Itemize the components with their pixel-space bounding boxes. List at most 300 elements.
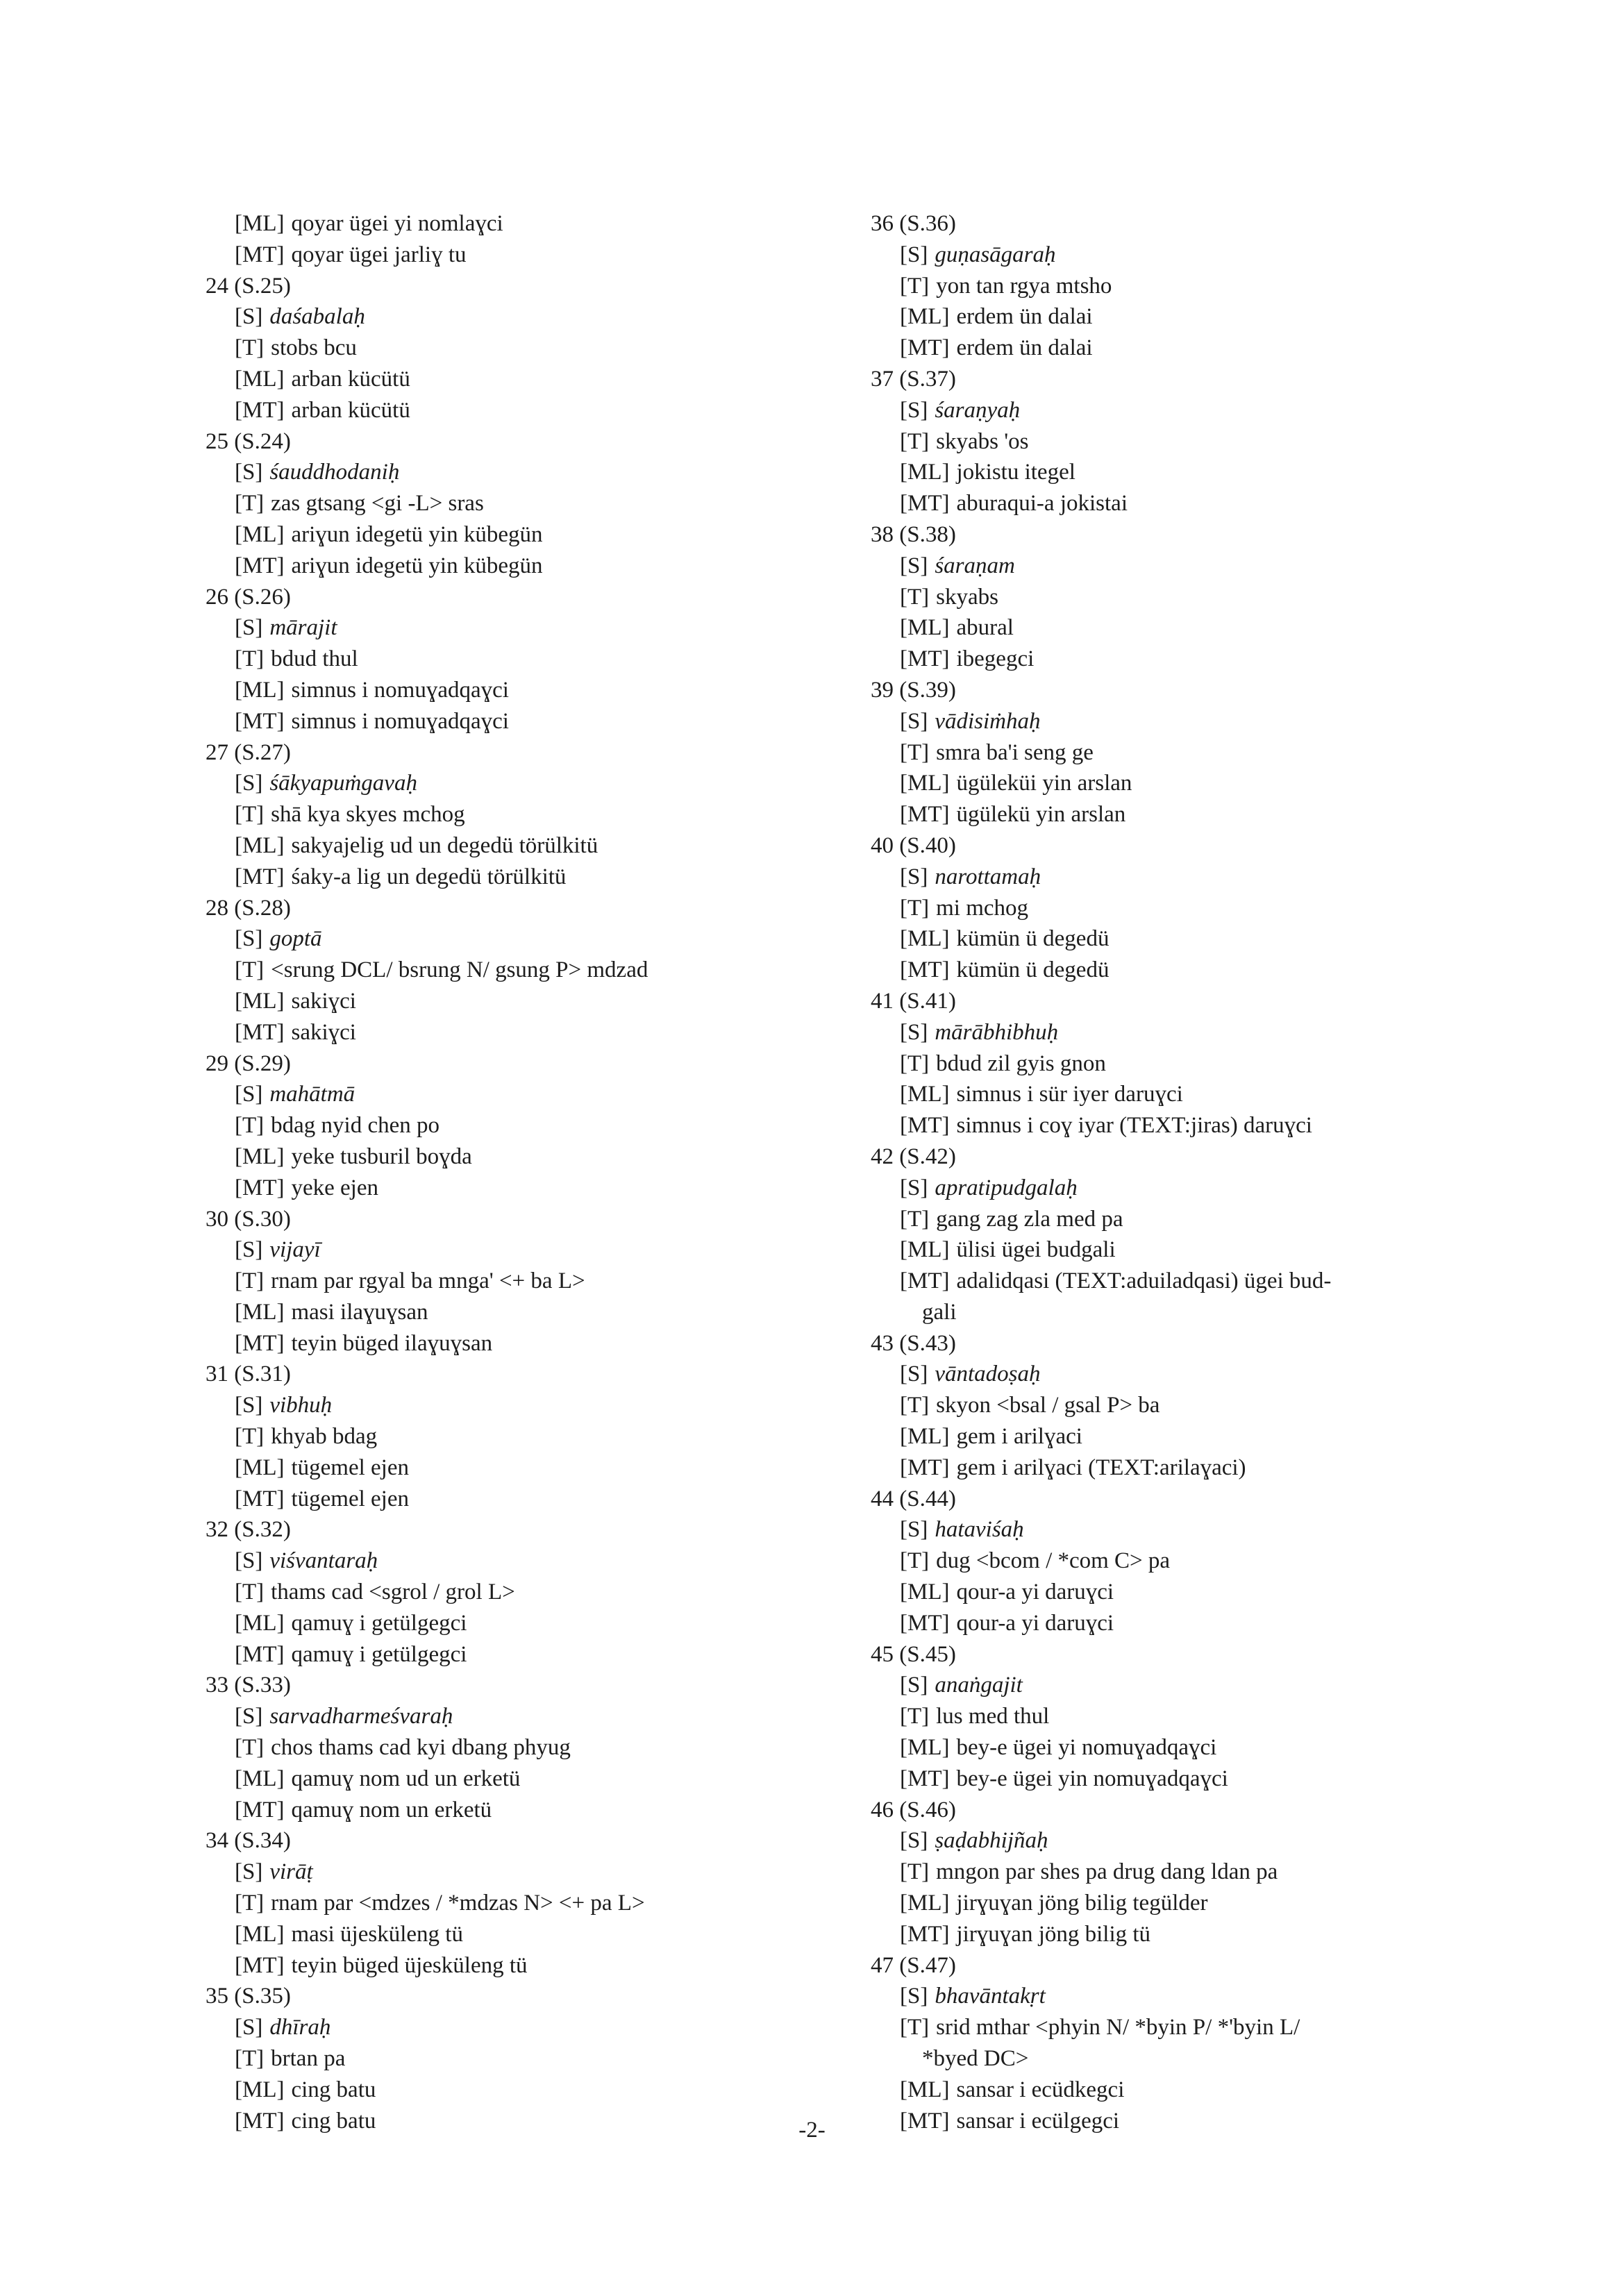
entry-text: brtan pa	[271, 2046, 346, 2072]
language-tag: [S]	[900, 1984, 928, 2009]
entry-text: cing batu	[291, 2077, 376, 2102]
entry-text: sansar i ecülgegci	[956, 2108, 1120, 2134]
entry-text: bey-e ügei yin nomuɣadqaɣci	[956, 1766, 1228, 1791]
sanskrit-term: guṇasāgaraḥ	[935, 242, 1056, 267]
language-tag: [T]	[900, 1859, 930, 1885]
entry-text: simnus i sür iyer daruɣci	[956, 1082, 1183, 1107]
language-tag: [MT]	[235, 1330, 285, 1356]
entry-text: qour-a yi daruɣci	[956, 1610, 1114, 1636]
language-tag: [MT]	[900, 491, 950, 517]
language-tag: [S]	[235, 926, 263, 952]
language-tag: [ML]	[900, 615, 950, 641]
language-tag: [S]	[900, 1019, 928, 1045]
entry-number: 38 (S.38)	[871, 521, 956, 547]
language-tag: [ML]	[900, 460, 950, 485]
language-tag: [S]	[235, 304, 263, 330]
entry-text: masi ilaɣuɣsan	[291, 1299, 428, 1325]
language-tag: [ML]	[235, 1143, 285, 1169]
language-tag: [T]	[235, 491, 265, 517]
language-tag: [MT]	[900, 2108, 950, 2134]
language-tag: [ML]	[900, 1237, 950, 1263]
language-tag: [MT]	[900, 1921, 950, 1947]
entry-text: cing batu	[291, 2108, 376, 2134]
entry-text: qamuɣ nom un erketü	[291, 1797, 492, 1822]
ml-line	[871, 612, 1537, 644]
sanskrit-term: daśabalaḥ	[269, 304, 365, 330]
language-tag: [S]	[900, 1175, 928, 1200]
entry-text: qamuɣ nom ud un erketü	[291, 1766, 521, 1791]
entry-text: erdem ün dalai	[956, 304, 1093, 330]
language-tag: [S]	[900, 553, 928, 578]
entry-number: 45 (S.45)	[871, 1641, 956, 1667]
entry-text: sansar i ecüdkegci	[956, 2077, 1125, 2102]
s-line	[206, 2012, 830, 2043]
language-tag: [S]	[235, 771, 263, 796]
entry-text: khyab bdag	[271, 1424, 378, 1450]
language-tag: [T]	[235, 957, 265, 983]
language-tag: [S]	[235, 460, 263, 485]
entry-text: tügemel ejen	[291, 1486, 409, 1511]
language-tag: [S]	[900, 1828, 928, 1854]
mt-line	[871, 799, 1537, 830]
language-tag: [ML]	[235, 1299, 285, 1325]
sanskrit-term: bhavāntakṛt	[935, 1984, 1046, 2009]
language-tag: [T]	[900, 1206, 930, 1232]
sanskrit-term: hataviśaḥ	[935, 1517, 1024, 1543]
mt-line	[871, 1763, 1537, 1795]
language-tag: [S]	[235, 1393, 263, 1418]
t-line	[871, 1857, 1537, 1888]
language-tag: [ML]	[235, 1455, 285, 1480]
entry-text: adalidqasi (TEXT:aduiladqasi) ügei bud-	[956, 1268, 1332, 1294]
sanskrit-term: ṣaḍabhijñaḥ	[935, 1828, 1048, 1854]
language-tag: [ML]	[900, 771, 950, 796]
language-tag: [T]	[900, 1050, 930, 1076]
language-tag: [T]	[900, 1548, 930, 1574]
entry-text: yeke ejen	[291, 1175, 378, 1200]
ml-line	[206, 519, 830, 551]
t-line	[206, 1888, 830, 1919]
sanskrit-term: apratipudgalaḥ	[935, 1175, 1078, 1200]
s-line	[871, 862, 1537, 893]
mt-line	[206, 1484, 830, 1515]
language-tag: [ML]	[900, 1579, 950, 1605]
entry-number: 26 (S.26)	[206, 584, 291, 610]
s-line	[871, 706, 1537, 737]
ml-line	[206, 986, 830, 1017]
entry-number: 43 (S.43)	[871, 1330, 956, 1356]
mt-line	[871, 333, 1537, 364]
language-tag: [T]	[900, 584, 930, 610]
language-tag: [ML]	[235, 211, 285, 236]
mt-line	[871, 1919, 1537, 1950]
language-tag: [ML]	[235, 366, 285, 392]
entry-text: zas gtsang <gi -L> sras	[271, 491, 484, 517]
entry-number: 30 (S.30)	[206, 1206, 291, 1232]
entry-text: sakyajelig ud un degedü törülkitü	[291, 832, 598, 858]
entry-text: jirɣuɣan jöng bilig tü	[956, 1921, 1151, 1947]
language-tag: [MT]	[900, 1268, 950, 1294]
entry-text: arban kücütü	[291, 397, 410, 423]
entry-text: qoyar ügei jarliɣ tu	[291, 242, 467, 267]
language-tag: [S]	[900, 708, 928, 734]
entry-text: <srung DCL/ bsrung N/ gsung P> mdzad	[271, 957, 648, 983]
s-line	[871, 1670, 1537, 1701]
t-line	[871, 1701, 1537, 1732]
language-tag: [T]	[235, 646, 265, 672]
entry-text: rnam par <mdzes / *mdzas N> <+ pa L>	[271, 1891, 645, 1916]
t-line	[206, 955, 830, 986]
language-tag: [ML]	[900, 1082, 950, 1107]
language-tag: [MT]	[235, 1952, 285, 1978]
entry-number: 29 (S.29)	[206, 1050, 291, 1076]
language-tag: [ML]	[900, 1891, 950, 1916]
entry-text: teyin büged üjesküleng tü	[291, 1952, 528, 1978]
continuation-line: *byed DC>	[922, 2046, 1029, 2072]
language-tag: [S]	[235, 1704, 263, 1729]
language-tag: [T]	[235, 1579, 265, 1605]
language-tag: [MT]	[235, 708, 285, 734]
ml-line	[871, 457, 1537, 488]
entry-text: abural	[956, 615, 1014, 641]
language-tag: [T]	[900, 1393, 930, 1418]
entry-text: erdem ün dalai	[956, 335, 1093, 361]
sanskrit-term: narottamaḥ	[935, 864, 1041, 889]
entry-text: ügülekü yin arslan	[956, 802, 1126, 828]
t-line	[871, 1545, 1537, 1577]
entry-text: sakiɣci	[291, 988, 356, 1014]
language-tag: [S]	[900, 242, 928, 267]
entry-text: lus med thul	[936, 1704, 1050, 1729]
mt-line	[206, 1173, 830, 1204]
sanskrit-term: mahātmā	[269, 1082, 355, 1107]
t-line	[206, 2043, 830, 2075]
t-line	[871, 2012, 1537, 2043]
sanskrit-term: śaraṇyaḥ	[935, 397, 1021, 423]
entry-number: 24 (S.25)	[206, 273, 291, 299]
sanskrit-term: sarvadharmeśvaraḥ	[269, 1704, 453, 1729]
entry-text: aburaqui-a jokistai	[956, 491, 1128, 517]
entry-text: ülisi ügei budgali	[956, 1237, 1116, 1263]
language-tag: [ML]	[235, 2077, 285, 2102]
entry-text: bdag nyid chen po	[271, 1113, 440, 1139]
language-tag: [T]	[235, 802, 265, 828]
ml-line	[871, 768, 1537, 799]
s-line	[206, 1390, 830, 1421]
language-tag: [MT]	[235, 553, 285, 578]
language-tag: [S]	[900, 397, 928, 423]
entry-text: kümün ü degedü	[956, 926, 1110, 952]
page-number: -2-	[798, 2118, 826, 2143]
t-line	[206, 1577, 830, 1608]
mt-line	[206, 1639, 830, 1670]
language-tag: [MT]	[235, 1175, 285, 1200]
language-tag: [T]	[235, 1113, 265, 1139]
entry-text: simnus i nomuɣadqaɣci	[291, 708, 509, 734]
ml-line	[206, 364, 830, 395]
s-line	[871, 551, 1537, 582]
ml-line	[206, 1297, 830, 1328]
entry-text: teyin büged ilaɣuɣsan	[291, 1330, 493, 1356]
language-tag: [ML]	[235, 1610, 285, 1636]
sanskrit-term: śākyapuṁgavaḥ	[269, 771, 417, 796]
sanskrit-term: vādisiṁhaḥ	[935, 708, 1041, 734]
mt-line	[871, 1110, 1537, 1141]
entry-text: jokistu itegel	[956, 460, 1075, 485]
language-tag: [MT]	[235, 1641, 285, 1667]
entry-number: 39 (S.39)	[871, 677, 956, 703]
language-tag: [ML]	[235, 1766, 285, 1791]
t-line	[871, 1048, 1537, 1080]
ml-line	[871, 2075, 1537, 2106]
language-tag: [S]	[235, 1237, 263, 1263]
mt-line	[871, 1608, 1537, 1639]
sanskrit-term: śaraṇam	[935, 553, 1015, 578]
s-line	[871, 395, 1537, 426]
language-tag: [T]	[235, 2046, 265, 2072]
entry-number: 47 (S.47)	[871, 1952, 956, 1978]
language-tag: [MT]	[235, 1486, 285, 1511]
language-tag: [T]	[235, 1735, 265, 1761]
entry-number: 34 (S.34)	[206, 1828, 291, 1854]
s-line	[206, 612, 830, 644]
entry-number: 32 (S.32)	[206, 1517, 291, 1543]
ml-line	[206, 208, 830, 240]
ml-line	[206, 675, 830, 706]
t-line	[206, 1266, 830, 1297]
entry-text: jirɣuɣan jöng bilig tegülder	[956, 1891, 1208, 1916]
mt-line	[206, 1328, 830, 1359]
language-tag: [MT]	[900, 646, 950, 672]
t-line	[206, 333, 830, 364]
ml-line	[871, 1732, 1537, 1763]
sanskrit-term: mārajit	[269, 615, 337, 641]
language-tag: [T]	[900, 895, 930, 921]
entry-number: 41 (S.41)	[871, 988, 956, 1014]
language-tag: [ML]	[900, 1424, 950, 1450]
sanskrit-term: viśvantaraḥ	[269, 1548, 378, 1574]
entry-text: mi mchog	[936, 895, 1029, 921]
entry-text: mngon par shes pa drug dang ldan pa	[936, 1859, 1278, 1885]
language-tag: [MT]	[235, 1797, 285, 1822]
sanskrit-term: vijayī	[269, 1237, 321, 1263]
s-line	[206, 923, 830, 955]
entry-number: 35 (S.35)	[206, 1984, 291, 2009]
t-line	[871, 426, 1537, 458]
language-tag: [S]	[235, 1082, 263, 1107]
s-line	[206, 768, 830, 799]
ml-line	[206, 1452, 830, 1484]
entry-text: qour-a yi daruɣci	[956, 1579, 1114, 1605]
sanskrit-term: goptā	[269, 926, 322, 952]
entry-text: qamuɣ i getülgegci	[291, 1610, 467, 1636]
entry-text: ügüleküi yin arslan	[956, 771, 1132, 796]
language-tag: [ML]	[235, 1921, 285, 1947]
entry-text: ibegegci	[956, 646, 1035, 672]
entry-number: 33 (S.33)	[206, 1673, 291, 1698]
entry-text: thams cad <sgrol / grol L>	[271, 1579, 515, 1605]
ml-line	[871, 1577, 1537, 1608]
language-tag: [MT]	[900, 1766, 950, 1791]
ml-line	[206, 1608, 830, 1639]
entry-number: 27 (S.27)	[206, 739, 291, 765]
entry-text: srid mthar <phyin N/ *byin P/ *'byin L/	[936, 2015, 1300, 2041]
entry-text: yeke tusburil boɣda	[291, 1143, 472, 1169]
ml-line	[871, 301, 1537, 333]
mt-line	[206, 240, 830, 271]
s-line	[206, 1079, 830, 1110]
entry-text: kümün ü degedü	[956, 957, 1110, 983]
mt-line	[206, 706, 830, 737]
entry-text: skyabs	[936, 584, 998, 610]
right-column	[871, 208, 1537, 2136]
mt-line	[206, 395, 830, 426]
t-line	[206, 1732, 830, 1763]
language-tag: [MT]	[235, 864, 285, 889]
entry-text: gem i arilɣaci	[956, 1424, 1082, 1450]
entry-text: skyabs 'os	[936, 428, 1029, 454]
entry-number: 40 (S.40)	[871, 832, 956, 858]
mt-line	[206, 862, 830, 893]
language-tag: [T]	[900, 1704, 930, 1729]
entry-number: 28 (S.28)	[206, 895, 291, 921]
entry-text: smra ba'i seng ge	[936, 739, 1094, 765]
ml-line	[206, 830, 830, 862]
ml-line	[871, 923, 1537, 955]
entry-text: masi üjesküleng tü	[291, 1921, 463, 1947]
language-tag: [T]	[235, 1424, 265, 1450]
entry-text: gem i arilɣaci (TEXT:arilaɣaci)	[956, 1455, 1246, 1480]
language-tag: [T]	[900, 428, 930, 454]
entry-text: gang zag zla med pa	[936, 1206, 1123, 1232]
s-line	[206, 1234, 830, 1266]
entry-number: 36 (S.36)	[871, 211, 956, 236]
ml-line	[871, 1234, 1537, 1266]
entry-text: simnus i nomuɣadqaɣci	[291, 677, 509, 703]
language-tag: [MT]	[900, 1455, 950, 1480]
language-tag: [T]	[235, 1891, 265, 1916]
language-tag: [MT]	[900, 802, 950, 828]
language-tag: [MT]	[900, 1610, 950, 1636]
entry-text: simnus i coɣ iyar (TEXT:jiras) daruɣci	[956, 1113, 1312, 1139]
entry-text: qoyar ügei yi nomlaɣci	[291, 211, 503, 236]
entry-text: śaky-a lig un degedü törülkitü	[291, 864, 567, 889]
entry-text: dug <bcom / *com C> pa	[936, 1548, 1171, 1574]
language-tag: [MT]	[235, 397, 285, 423]
ml-line	[871, 1888, 1537, 1919]
t-line	[206, 1421, 830, 1452]
mt-line	[206, 1950, 830, 1981]
language-tag: [ML]	[900, 1735, 950, 1761]
language-tag: [ML]	[235, 988, 285, 1014]
sanskrit-term: anaṅgajit	[935, 1673, 1023, 1698]
ml-line	[871, 1079, 1537, 1110]
language-tag: [ML]	[900, 2077, 950, 2102]
language-tag: [T]	[900, 273, 930, 299]
entry-text: bdud zil gyis gnon	[936, 1050, 1106, 1076]
language-tag: [S]	[235, 615, 263, 641]
sanskrit-term: vāntadoṣaḥ	[935, 1361, 1041, 1387]
language-tag: [S]	[900, 864, 928, 889]
language-tag: [S]	[900, 1517, 928, 1543]
t-line	[206, 644, 830, 675]
language-tag: [MT]	[900, 1113, 950, 1139]
s-line	[871, 1173, 1537, 1204]
language-tag: [MT]	[235, 2108, 285, 2134]
s-line	[206, 1545, 830, 1577]
entry-number: 25 (S.24)	[206, 428, 291, 454]
language-tag: [MT]	[900, 335, 950, 361]
mt-line	[871, 1452, 1537, 1484]
language-tag: [MT]	[235, 1019, 285, 1045]
language-tag: [S]	[900, 1673, 928, 1698]
sanskrit-term: śauddhodaniḥ	[269, 460, 400, 485]
entry-text: ariɣun idegetü yin kübegün	[291, 553, 543, 578]
language-tag: [ML]	[900, 926, 950, 952]
s-line	[206, 1701, 830, 1732]
s-line	[871, 1825, 1537, 1857]
entry-text: bey-e ügei yi nomuɣadqaɣci	[956, 1735, 1217, 1761]
ml-line	[206, 1763, 830, 1795]
t-line	[206, 488, 830, 519]
mt-line	[871, 644, 1537, 675]
mt-line	[206, 1017, 830, 1048]
language-tag: [S]	[235, 1859, 263, 1885]
s-line	[871, 1017, 1537, 1048]
mt-line	[206, 551, 830, 582]
entry-number: 31 (S.31)	[206, 1361, 291, 1387]
t-line	[871, 893, 1537, 924]
mt-line	[871, 488, 1537, 519]
ml-line	[206, 1919, 830, 1950]
language-tag: [ML]	[900, 304, 950, 330]
language-tag: [ML]	[235, 521, 285, 547]
sanskrit-term: dhīraḥ	[269, 2015, 331, 2041]
t-line	[871, 582, 1537, 613]
t-line	[871, 1204, 1537, 1235]
entry-text: shā kya skyes mchog	[271, 802, 465, 828]
s-line	[206, 1857, 830, 1888]
entry-number: 44 (S.44)	[871, 1486, 956, 1511]
entry-text: ariɣun idegetü yin kübegün	[291, 521, 543, 547]
language-tag: [MT]	[235, 242, 285, 267]
mt-line	[206, 1795, 830, 1826]
s-line	[206, 301, 830, 333]
language-tag: [ML]	[235, 832, 285, 858]
ml-line	[871, 1421, 1537, 1452]
language-tag: [S]	[235, 1548, 263, 1574]
ml-line	[206, 2075, 830, 2106]
language-tag: [S]	[900, 1361, 928, 1387]
left-column	[206, 208, 830, 2136]
language-tag: [T]	[235, 335, 265, 361]
entry-number: 46 (S.46)	[871, 1797, 956, 1822]
entry-number: 37 (S.37)	[871, 366, 956, 392]
sanskrit-term: virāṭ	[269, 1859, 313, 1885]
s-line	[871, 240, 1537, 271]
continuation-line: gali	[922, 1299, 957, 1325]
entry-text: yon tan rgya mtsho	[936, 273, 1112, 299]
t-line	[871, 1390, 1537, 1421]
sanskrit-term: mārābhibhuḥ	[935, 1019, 1059, 1045]
s-line	[871, 1359, 1537, 1390]
language-tag: [T]	[900, 739, 930, 765]
mt-line	[871, 955, 1537, 986]
entry-text: rnam par rgyal ba mnga' <+ ba L>	[271, 1268, 585, 1294]
entry-text: skyon <bsal / gsal P> ba	[936, 1393, 1160, 1418]
language-tag: [ML]	[235, 677, 285, 703]
entry-text: stobs bcu	[271, 335, 357, 361]
